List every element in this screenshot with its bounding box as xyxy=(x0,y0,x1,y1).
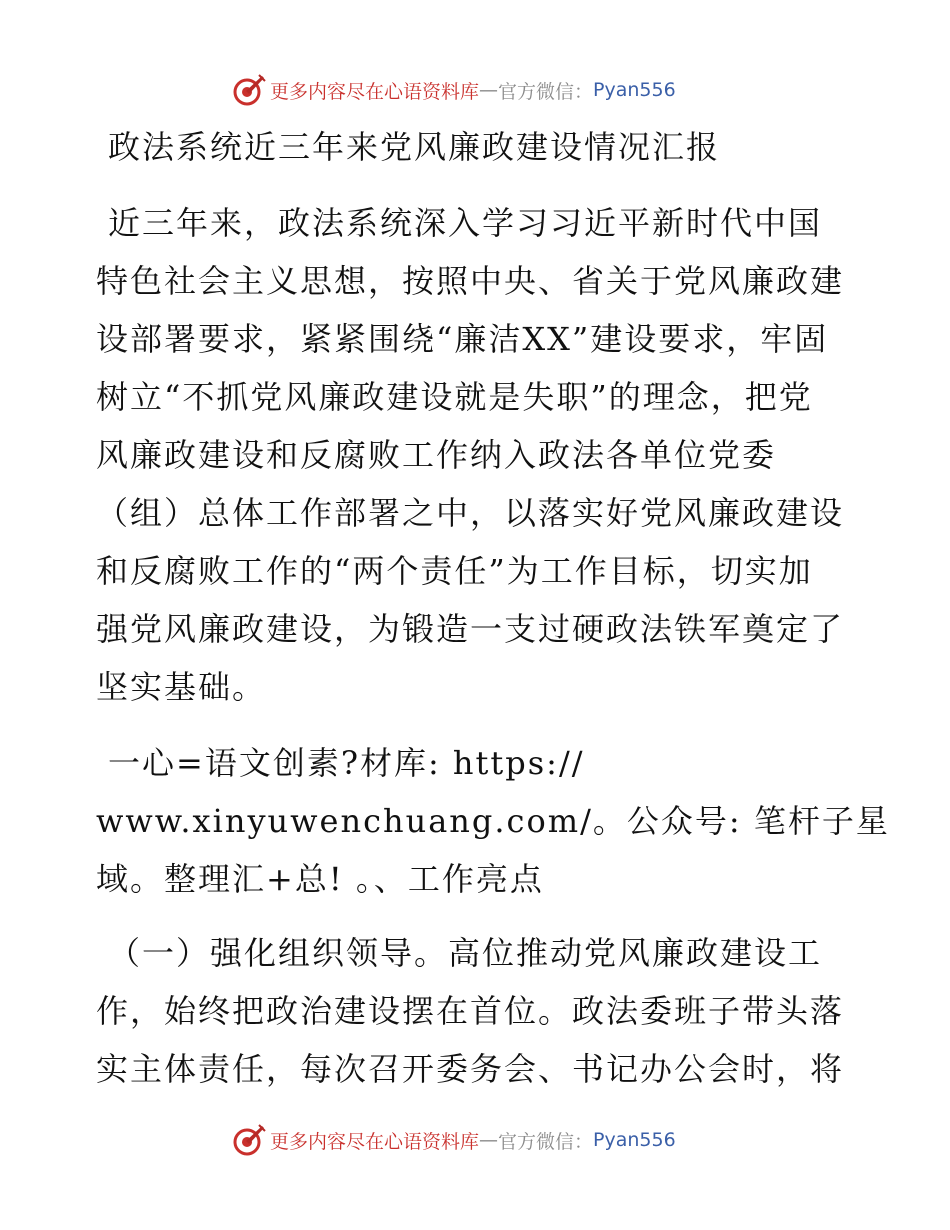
watermark-site-text: 更多内容尽在心语资料库 xyxy=(270,1130,480,1153)
paragraph1-line: 和反腐败工作的“两个责任”为工作目标，切实加 xyxy=(96,552,813,590)
paragraph1-line: 特色社会主义思想，按照中央、省关于党风廉政建 xyxy=(96,262,845,300)
watermark-wechat-label: 官方微信： xyxy=(498,80,594,103)
paragraph1-line: 树立“不抓党风廉政建设就是失职”的理念，把党 xyxy=(96,378,813,416)
paragraph1-line: 近三年来，政法系统深入学习习近平新时代中国 xyxy=(108,204,823,242)
paragraph3-line: 作，始终把政治建设摆在首位。政法委班子带头落 xyxy=(96,992,845,1030)
page-title: 政法系统近三年来党风廉政建设情况汇报 xyxy=(108,128,721,166)
footer-watermark xyxy=(232,1122,676,1158)
watermark-wechat-id: Pyan556 xyxy=(593,1129,676,1151)
paragraph1-line: 强党风廉政建设，为锻造一支过硬政法铁军奠定了 xyxy=(96,610,845,648)
paragraph1-line: 坚实基础。 xyxy=(96,668,267,706)
watermark-wechat-label: 官方微信： xyxy=(498,1130,594,1153)
paragraph3-line: （一）强化组织领导。高位推动党风廉政建设工 xyxy=(108,934,823,972)
watermark-site-text: 更多内容尽在心语资料库 xyxy=(270,80,480,103)
paragraph2-line: www.xinyuwenchuang.com/。公众号: 笔杆子星 xyxy=(96,802,890,840)
watermark-wechat-id: Pyan556 xyxy=(593,79,676,101)
header-watermark xyxy=(232,72,676,108)
watermark-dash: — xyxy=(479,1129,499,1151)
paragraph2-line: 一心=语文创素?材库: https:// xyxy=(108,744,585,782)
watermark-dash: — xyxy=(479,79,499,101)
library-logo-icon xyxy=(232,1123,266,1157)
paragraph2-line: 域。整理汇+总! 。、工作亮点 xyxy=(96,860,544,898)
paragraph1-line: （组）总体工作部署之中，以落实好党风廉政建设 xyxy=(96,494,845,532)
paragraph3-line: 实主体责任，每次召开委务会、书记办公会时，将 xyxy=(96,1050,845,1088)
paragraph1-line: 设部署要求，紧紧围绕“廉洁XX”建设要求，牢固 xyxy=(96,320,829,358)
paragraph1-line: 风廉政建设和反腐败工作纳入政法各单位党委 xyxy=(96,436,777,474)
library-logo-icon xyxy=(232,73,266,107)
